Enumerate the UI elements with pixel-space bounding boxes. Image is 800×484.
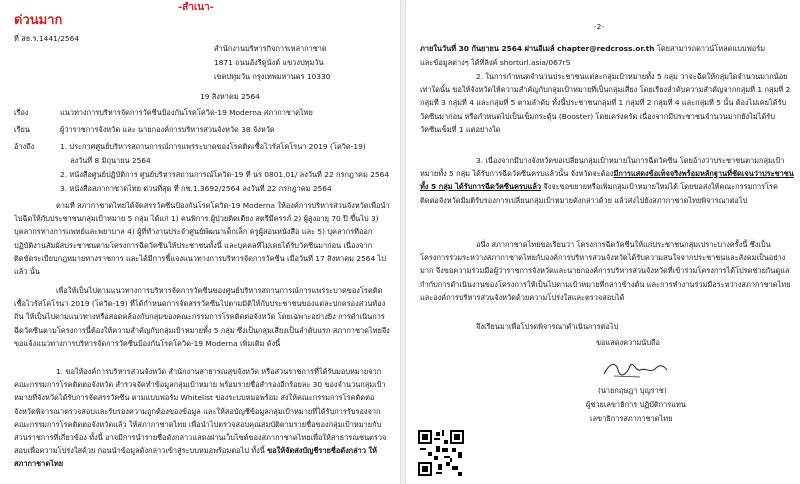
download-note: โดยสามารถดาวน์โหลดแบบฟอร์ม bbox=[654, 44, 766, 53]
signer-title-2: เลขาธิการสภากาชาดไทย bbox=[590, 414, 673, 423]
reference-1-date: ลงวันที่ 8 มิถุนายน 2564 bbox=[70, 156, 151, 165]
paragraph-3 bbox=[14, 365, 390, 483]
classification-stamp: -สำเนา- bbox=[178, 2, 214, 13]
deadline-email: ภายในวันที่ 30 กันยายน 2564 ผ่านอีเมล์ chapter@redcross.or.th bbox=[420, 44, 655, 53]
paragraph-2: 2. ในการกำหนดจำนวนประชาชนแต่ละกลุ่มเป้าหมายทั้ง 5 กลุ่ม ว่าจะฉีดให้กลุ่มใดจำนวนมากน้อยเท่าใดนั้น ขอให้จังหวัดให้ความสำคัญกับกลุ่มเป้าหมายที่เป็นกลุ่มเสี่ยง โดยเรียงลำดับความสำคัญจากกลุ่มที่ 1 กลุ่มที่ 2 กลุ่มที่ 3 กลุ่มที่ 4 และกลุ่มที่ 5 ตามลำดับ ทั้งนี้ประชาชนกลุ่มที่ 1 กลุ่มที่ 2 กลุ่มที่ 4 และกลุ่มที่ 5 นั้น ต้องไม่เคยได้รับวัคซีนมาก่อน หรือกำหนดไปเป็นเข็มกระตุ้น (Booster) โดยเคร่งครัด เนื่องจากมีประชาชนจำนวนมากยังไม่ได้รับวัคซีนเข็มที่ 1 แต่อย่างใด bbox=[420, 72, 791, 134]
paragraph-3-text: 1. ขอให้องค์การบริหารส่วนจังหวัด สำนักงานสาธารณสุขจังหวัด หรือส่วนราชการที่ได้รับมอบหมายจากคณะกรรมการโรคติดต่อจังหวัด สำรวจจัดทำข้อมูลกลุ่มเป้าหมาย พร้อมรายชื่อสำรองอีกร้อยละ 30 ของจำนวนกลุ่มเป้าหมายที่จังหวัดได้รับการจัดสรรวัคซีน ตามแบบฟอร์ม Whitelist ของระบบหมอพร้อม ส่งให้คณะกรรมการโรคติดต่อจังหวัดพิจารณาตรวจสอบและรับรองความถูกต้องของข้อมูล และให้สอบัญชีข้อมูลกลุ่มเป้าหมายที่ได้รับการรับรองจากคณะกรรมการโรคติดต่อจังหวัดแล้ว ให้สภากาชาดไทย เพื่อนำไปตรวจสอบคุณสมบัติตามรายชื่อของกลุ่มเป้าหมายกับส่วนราชการที่เกี่ยวข้อง ทั้งนี้ อาจมีการนำรายชื่อดังกล่าวแสดงผ่านเว็บไซต์ของสภากาชาดไทยเพื่อให้สาธารณชนตรวจสอบเพื่อความโปร่งใสด้วย ก่อนนำข้อมูลดังกล่าวเข้าสู่ระบบหมอพร้อมต่อไป ทั้งนี้ bbox=[14, 367, 387, 456]
paragraph-3 bbox=[420, 154, 794, 234]
paragraph-2: เพื่อให้เป็นไปตามแนวทางการบริหารจัดการวัคซีนของศูนย์บริหารสถานการณ์การแพร่ระบาดของโรคติดเชื้อไวรัสโคโรนา 2019 (โควิด-19) ที่ได้กำหนดการจัดสรรวัคซีนไปตามมิติให้กับประชาชนของแต่ละปกครองส่วนท้องถิ่น ให้เป็นไปตามแนวทางหรือสอดคล้องกับกลุ่มของคณะกรรมการโรคติดต่อจังหวัด โดยเฉพาะอย่างยิ่ง การดำเนินการฉีดวัคซีนตามโครงการนี้ต้องให้ความสำคัญกับกลุ่มเป้าหมายทั้ง 5 กลุ่ม ซึ่งเป็นกลุ่มเสี่ยงเป็นลำดับแรก สภากาชาดไทยจึงขอแจ้งแนวทางการบริหารจัดการวัคซีนป้องกันโรคโควิด-19 Moderna เพิ่มเติม ดังนี้ bbox=[14, 286, 390, 348]
reference-3: 3. หนังสือสภากาชาดไทย ด่วนที่สุด ที่ กช.1.3692/2564 ลงวันที่ 22 กรกฎาคม 2564 bbox=[60, 184, 332, 193]
qr-code-icon bbox=[418, 430, 464, 476]
sender-line-3: เขตปทุมวัน กรุงเทพมหานคร 10330 bbox=[214, 72, 331, 81]
subject-text: แนวทางการบริหารจัดการวัคซีนป้องกันโรคโควิด-19 Moderna สภากาชาดไทย bbox=[60, 108, 313, 117]
continuation-line-1 bbox=[420, 42, 794, 55]
closing: ขอแสดงความนับถือ bbox=[596, 338, 660, 347]
paragraph-3-deadline: ขอให้จัดส่งบัญชีรายชื่อดังกล่าว ให้สภากาชาดไทย bbox=[14, 446, 378, 469]
reference-1: 1. ประกาศศูนย์บริหารสถานการณ์การแพร่ระบาดของโรคติดเชื้อไวรัสโคโรนา 2019 (โควิด-19) bbox=[60, 142, 366, 151]
download-link-line: และข้อมูลต่างๆ ได้ที่ลิงค์ shorturl.asia/067rS bbox=[420, 58, 571, 67]
page-number: -2- bbox=[594, 22, 605, 31]
signer-name: (นายกฤษฎา บุญราช) bbox=[598, 386, 667, 395]
document-page-2 bbox=[406, 0, 800, 484]
paragraph-3-emphasis: มีการแสดงข้อเท็จจริงพร้อมหลักฐานที่ชัดเจนว่าประชาชนทั้ง 5 กลุ่ม ได้รับการฉีดวัคซีนครบแล้ว bbox=[420, 169, 794, 192]
document-date: 19 สิงหาคม 2564 bbox=[200, 92, 260, 101]
sender-line-1: สำนักงานบริหารกิจการเหล่ากาชาด bbox=[214, 44, 327, 53]
paragraph-3-text-a: 3. เนื่องจากมีบางจังหวัดขอเปลี่ยนกลุ่มเป้าหมายในการฉีดวัคซีน โดยอ้างว่าประชาชนตามกลุ่มเป้าหมายทั้ง 5 กลุ่ม ได้รับการฉีดวัคซีนครบแล้วนั้น จังหวัดจะต้อง bbox=[420, 156, 785, 179]
paragraph-1: ตามที่ สภากาชาดไทยได้จัดสรรวัคซีนป้องกันโรคโควิด-19 Moderna ให้องค์การบริหารส่วนจังหวัดเพื่อนำไปฉีดให้กับประชาชนกลุ่มเป้าหมาย 5 กลุ่ม ได้แก่ 1) คนพิการ ผู้ป่วยติดเตียง สตรีมีครรภ์ 2) ผู้สูงอายุ 70 ปี ขึ้นไป 3) บุคลากรทางการแพทย์และพยาบาล 4) ผู้ที่ทำงานประจำศูนย์พัฒนาเด็กเล็ก ครูผู้สอนหนังสือ และ 5) บุคลากรที่ออกปฏิบัติงานสัมผัสประชาชนตามโครงการฉีดวัคซีนให้ประชาชนทั้งนี้ และบุคคลที่ไม่เคยได้รับวัคซีนมาก่อน เนื่องจากติดขัดระเบียบกฎหมายทางราชการ และได้มีการชี้แจงแนวทางการบริหารจัดการวัคซีน เมื่อวันที่ 17 สิงหาคม 2564 ไปแล้ว นั้น bbox=[14, 201, 390, 277]
signature-image bbox=[600, 356, 670, 382]
urgency-stamp: ด่วนมาก bbox=[14, 13, 63, 28]
recipient-label: เรียน bbox=[14, 125, 30, 134]
references-label: อ้างถึง bbox=[14, 142, 35, 151]
paragraph-5: จึงเรียนมาเพื่อโปรดพิจารณาดำเนินการต่อไป bbox=[476, 322, 619, 331]
paragraph-4: อนึ่ง สภากาชาดไทยขอเรียนว่า โครงการฉีดวัคซีนให้แก่ประชาชนกลุ่มเปราะบางครั้งนี้ ซึ่งเป็นโครงการร่วมระหว่างสภากาชาดไทยกับองค์การบริหารส่วนจังหวัดได้รับความสนใจจากประชาชนและสังคมเป็นอย่างมาก จึงขอความร่วมมือผู้ว่าราชการจังหวัดและนายกองค์การบริหารส่วนจังหวัดที่เข้าร่วมโครงการได้โปรดช่วยกันดูแลกำกับการดำเนินงานของโครงการให้เป็นไปตามเป้าหมายที่กล่าวข้างต้น และการทำงานร่วมมือระหว่างสภากาชาดไทยและองค์การบริหารส่วนจังหวัดด้วยความโปร่งใสและตรวจสอบได้ bbox=[420, 240, 791, 302]
document-number: ที่ สธ.ร.1441/2564 bbox=[14, 34, 80, 43]
sender-line-2: 1871 ถนนอังรีดูนังต์ แขวงปทุมวัน bbox=[214, 58, 324, 67]
subject-label: เรื่อง bbox=[14, 108, 29, 117]
paragraph-3-text-b: จึงจะขอขยายหรือเพิ่มกลุ่มเป้าหมายใหม่ได้ โดยขอส่งให้คณะกรรมการโรคติดต่อจังหวัดมีมติรับรองการเปลี่ยนกลุ่มเป้าหมายดังกล่าวด้วย แล้วส่งไปยังสภากาชาดไทยพิจารณาต่อไป bbox=[420, 182, 778, 205]
recipient-text: ผู้ว่าราชการจังหวัด และ นายกองค์การบริหารส่วนจังหวัด 38 จังหวัด bbox=[60, 125, 275, 134]
reference-2: 2. หนังสือศูนย์ปฏิบัติการ ศูนย์บริหารสถานการณ์โควิด-19 ที่ นร 0801.01/ ลงวันที่ 22 กรกฎาคม 2564 bbox=[60, 170, 390, 179]
signer-title: ผู้ช่วยเลขาธิการ ปฏิบัติการแทน bbox=[586, 400, 686, 409]
